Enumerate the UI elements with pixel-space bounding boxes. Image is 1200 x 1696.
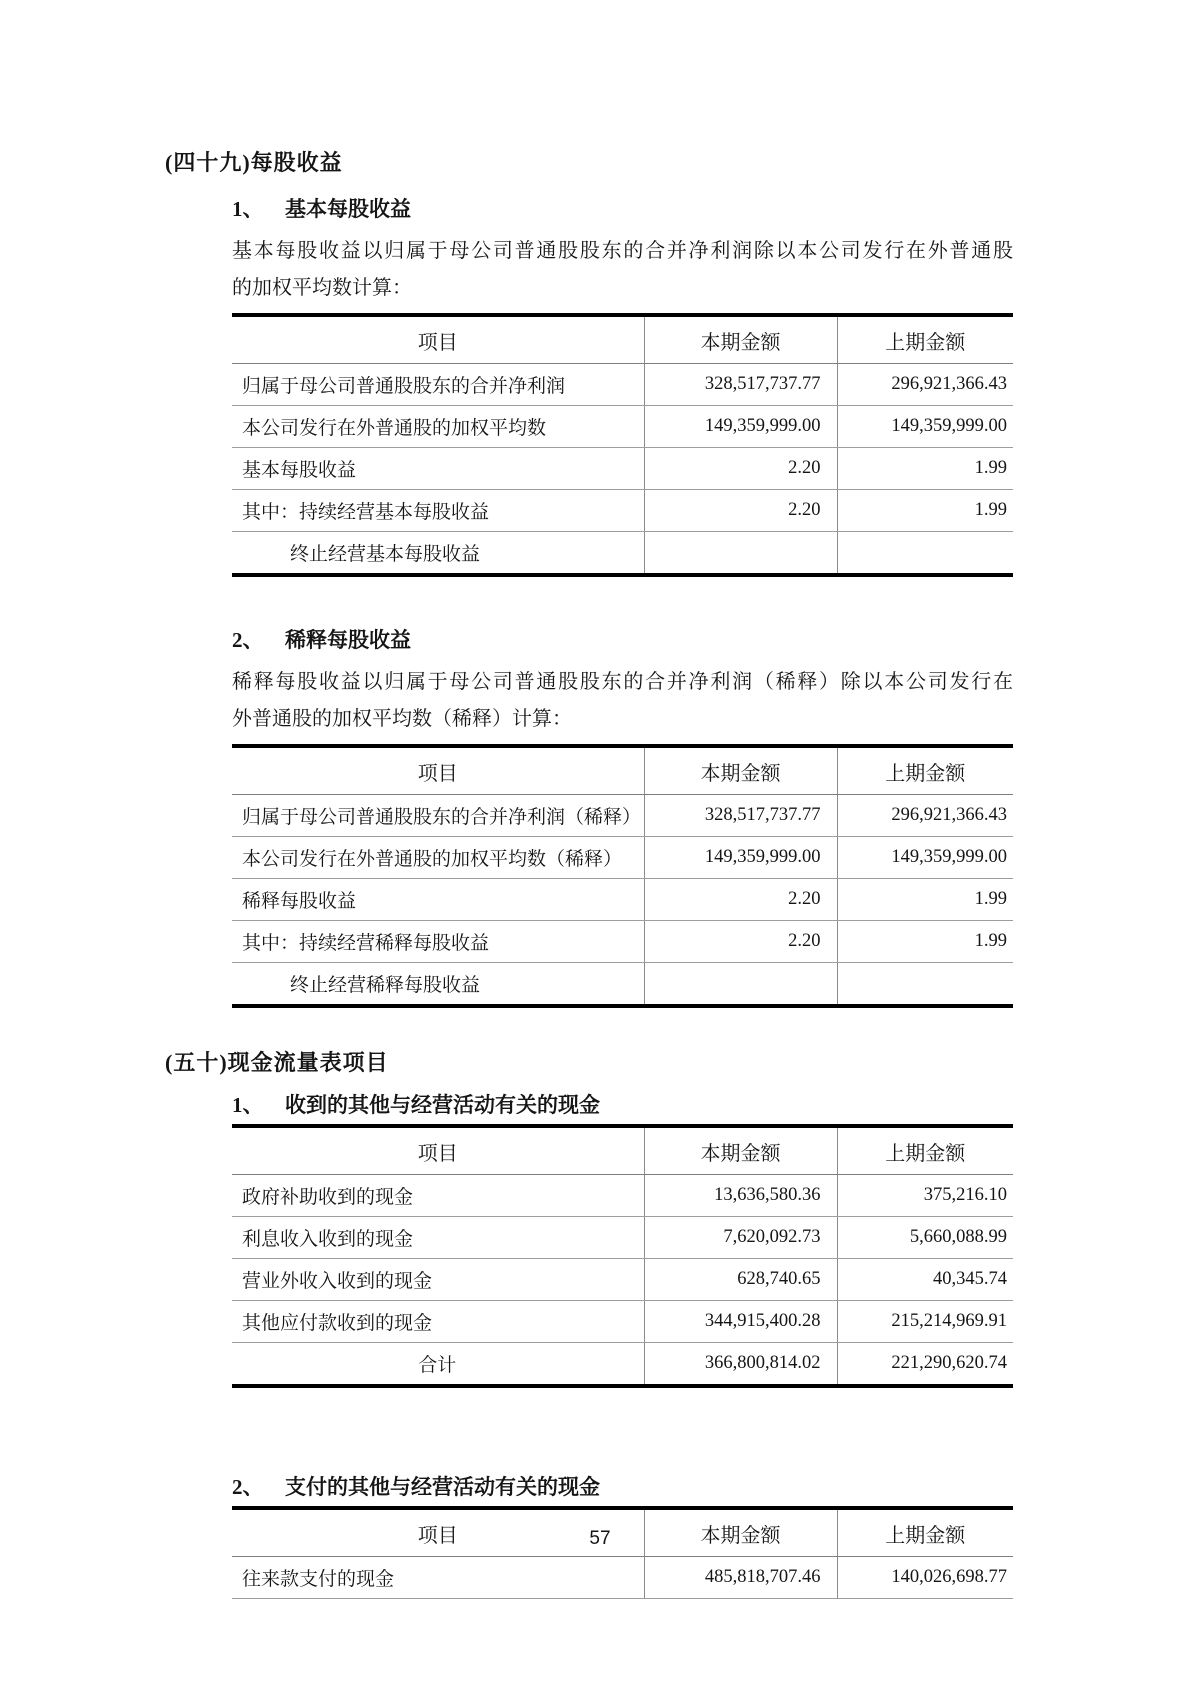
column-header: 项目 (232, 746, 644, 795)
prior-period-amount-cell: 1.99 (837, 448, 1013, 490)
table-row (232, 1557, 1013, 1599)
current-period-amount-cell: 628,740.65 (644, 1259, 837, 1301)
column-header: 上期金额 (837, 1508, 1013, 1557)
column-header: 本期金额 (644, 1508, 837, 1557)
prior-period-amount-cell: 40,345.74 (837, 1259, 1013, 1301)
subsection-title: 支付的其他与经营活动有关的现金 (285, 1475, 600, 1499)
current-period-amount-cell: 328,517,737.77 (644, 364, 837, 406)
item-cell: 归属于母公司普通股股东的合并净利润（稀释） (232, 795, 644, 837)
item-cell: 本公司发行在外普通股的加权平均数（稀释） (232, 837, 644, 879)
item-cell: 政府补助收到的现金 (232, 1175, 644, 1217)
subsection-number: 2、 (232, 1475, 264, 1499)
item-cell: 往来款支付的现金 (232, 1557, 644, 1599)
table-row (232, 1301, 1013, 1343)
current-period-amount-cell: 149,359,999.00 (644, 406, 837, 448)
page-number: 57 (589, 1528, 611, 1549)
item-cell: 本公司发行在外普通股的加权平均数 (232, 406, 644, 448)
current-period-amount-cell: 2.20 (644, 490, 837, 532)
item-cell: 其他应付款收到的现金 (232, 1301, 644, 1343)
prior-period-amount-cell: 1.99 (837, 490, 1013, 532)
diluted-eps-paragraph (232, 664, 1013, 738)
table-row (232, 364, 1013, 406)
table-row (232, 490, 1013, 532)
other-cash-received-table (232, 1124, 1013, 1388)
item-cell: 营业外收入收到的现金 (232, 1259, 644, 1301)
paragraph-line: 的加权平均数计算： (232, 277, 412, 299)
item-cell: 其中：持续经营基本每股收益 (232, 490, 644, 532)
subsection-title: 稀释每股收益 (285, 628, 411, 652)
current-period-amount-cell: 149,359,999.00 (644, 837, 837, 879)
prior-period-amount-cell: 215,214,969.91 (837, 1301, 1013, 1343)
subsection-title: 收到的其他与经营活动有关的现金 (285, 1093, 600, 1117)
item-cell: 合计 (418, 1355, 457, 1376)
prior-period-amount-cell (837, 963, 1013, 1007)
subsection-number: 1、 (232, 1093, 264, 1117)
current-period-amount-cell: 2.20 (644, 448, 837, 490)
item-cell: 终止经营稀释每股收益 (290, 975, 481, 996)
item-cell: 利息收入收到的现金 (232, 1217, 644, 1259)
column-header: 本期金额 (644, 746, 837, 795)
diluted-eps-table (232, 744, 1013, 1008)
current-period-amount-cell: 7,620,092.73 (644, 1217, 837, 1259)
column-header: 项目 (232, 1508, 644, 1557)
prior-period-amount-cell: 221,290,620.74 (837, 1343, 1013, 1387)
column-header: 本期金额 (644, 315, 837, 364)
table-row (232, 963, 1013, 1007)
table-row (232, 1259, 1013, 1301)
item-cell: 基本每股收益 (232, 448, 644, 490)
prior-period-amount-cell (837, 532, 1013, 576)
table-header-row (232, 315, 1013, 364)
current-period-amount-cell (644, 532, 837, 576)
column-header: 项目 (232, 1126, 644, 1175)
prior-period-amount-cell: 1.99 (837, 879, 1013, 921)
paragraph-line: 外普通股的加权平均数（稀释）计算： (232, 708, 572, 730)
column-header: 本期金额 (644, 1126, 837, 1175)
column-header: 上期金额 (837, 1126, 1013, 1175)
current-period-amount-cell: 2.20 (644, 879, 837, 921)
current-period-amount-cell: 2.20 (644, 921, 837, 963)
section-49-title: (四十九)每股收益 (165, 150, 343, 175)
subsection-number: 2、 (232, 628, 264, 652)
paragraph-line: 基本每股收益以归属于母公司普通股股东的合并净利润除以本公司发行在外普通股 (232, 240, 1013, 262)
column-header: 上期金额 (837, 746, 1013, 795)
current-period-amount-cell: 344,915,400.28 (644, 1301, 837, 1343)
current-period-amount-cell (644, 963, 837, 1007)
subsection-basic-eps-heading (232, 194, 1013, 224)
item-cell: 归属于母公司普通股股东的合并净利润 (232, 364, 644, 406)
subsection-diluted-eps-heading (232, 625, 1013, 655)
current-period-amount-cell: 485,818,707.46 (644, 1557, 837, 1599)
prior-period-amount-cell: 5,660,088.99 (837, 1217, 1013, 1259)
table-row (232, 921, 1013, 963)
table-row (232, 879, 1013, 921)
table-row (232, 532, 1013, 576)
table-row (232, 448, 1013, 490)
basic-eps-paragraph (232, 233, 1013, 307)
table-row (232, 795, 1013, 837)
prior-period-amount-cell: 149,359,999.00 (837, 406, 1013, 448)
table-row (232, 837, 1013, 879)
table-row (232, 406, 1013, 448)
table-row (232, 1175, 1013, 1217)
basic-eps-table (232, 313, 1013, 577)
prior-period-amount-cell: 1.99 (837, 921, 1013, 963)
prior-period-amount-cell: 140,026,698.77 (837, 1557, 1013, 1599)
table-header-row (232, 1126, 1013, 1175)
prior-period-amount-cell: 375,216.10 (837, 1175, 1013, 1217)
item-cell: 稀释每股收益 (232, 879, 644, 921)
table-row (232, 1217, 1013, 1259)
page-body (165, 148, 1013, 1599)
column-header: 项目 (232, 315, 644, 364)
other-cash-paid-table (232, 1506, 1013, 1599)
item-cell: 终止经营基本每股收益 (290, 544, 481, 565)
prior-period-amount-cell: 149,359,999.00 (837, 837, 1013, 879)
subsection-title: 基本每股收益 (285, 197, 411, 221)
subsection-cash-received-heading (232, 1090, 1013, 1120)
current-period-amount-cell: 328,517,737.77 (644, 795, 837, 837)
paragraph-line: 稀释每股收益以归属于母公司普通股股东的合并净利润（稀释）除以本公司发行在 (232, 671, 1013, 693)
table-header-row (232, 746, 1013, 795)
column-header: 上期金额 (837, 315, 1013, 364)
prior-period-amount-cell: 296,921,366.43 (837, 795, 1013, 837)
current-period-amount-cell: 13,636,580.36 (644, 1175, 837, 1217)
item-cell: 其中：持续经营稀释每股收益 (232, 921, 644, 963)
current-period-amount-cell: 366,800,814.02 (644, 1343, 837, 1387)
section-50-title: (五十)现金流量表项目 (165, 1050, 389, 1075)
table-row (232, 1343, 1013, 1387)
prior-period-amount-cell: 296,921,366.43 (837, 364, 1013, 406)
subsection-cash-paid-heading (232, 1472, 1013, 1502)
subsection-number: 1、 (232, 197, 264, 221)
